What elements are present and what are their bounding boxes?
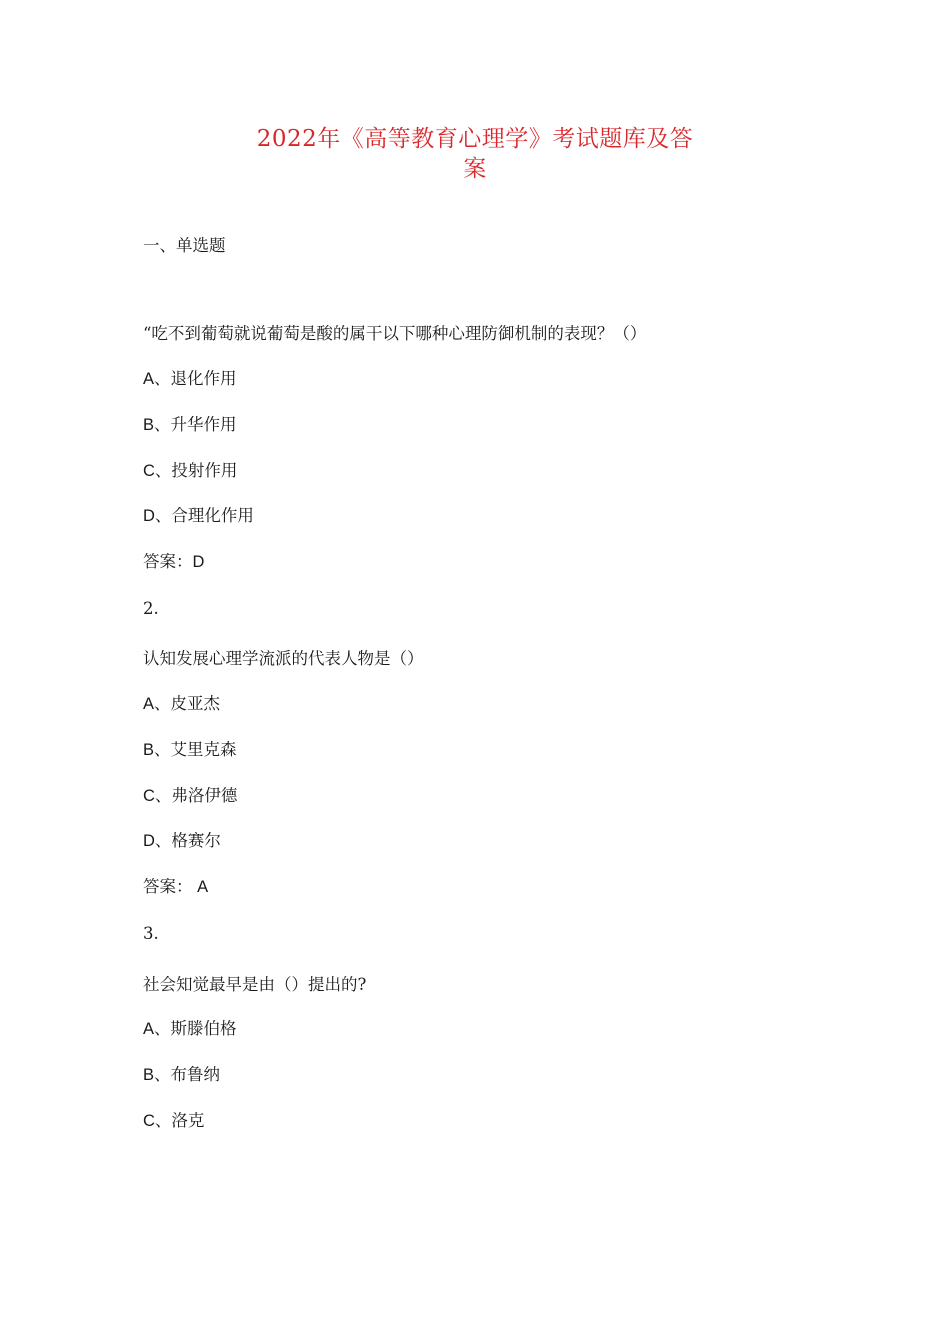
question-3-number: 3.: [143, 924, 159, 943]
question-1-option-d: D、合理化作用: [143, 507, 254, 525]
question-1-option-c: C、投射作用: [143, 462, 238, 480]
document-title-line-2: 案: [463, 156, 487, 182]
question-1-option-b: B、升华作用: [143, 416, 237, 434]
question-1-answer: 答案：D: [143, 553, 205, 571]
question-3-option-b: B、布鲁纳: [143, 1066, 221, 1084]
document-title-line-1: 2022年《高等教育心理学》考试题库及答: [256, 126, 694, 152]
question-3-text: 社会知觉最早是由（）提出的?: [143, 975, 367, 994]
question-3-option-c: C、洛克: [143, 1112, 205, 1130]
question-1-option-a: A、退化作用: [143, 370, 237, 388]
question-2-answer: 答案： A: [143, 878, 209, 896]
question-3-option-a: A、斯滕伯格: [143, 1020, 237, 1038]
question-2-option-c: C、弗洛伊德: [143, 787, 238, 805]
question-2-text: 认知发展心理学流派的代表人物是（）: [143, 649, 424, 668]
question-2-option-d: D、格赛尔: [143, 832, 221, 850]
question-1-text: “吃不到葡萄就说葡萄是酸的属干以下哪种心理防御机制的表现？（）: [143, 324, 647, 343]
question-2-number: 2.: [143, 599, 159, 618]
question-2-option-b: B、艾里克森: [143, 741, 237, 759]
question-2-option-a: A、皮亚杰: [143, 695, 221, 713]
section-heading: 一、单选题: [143, 236, 226, 255]
